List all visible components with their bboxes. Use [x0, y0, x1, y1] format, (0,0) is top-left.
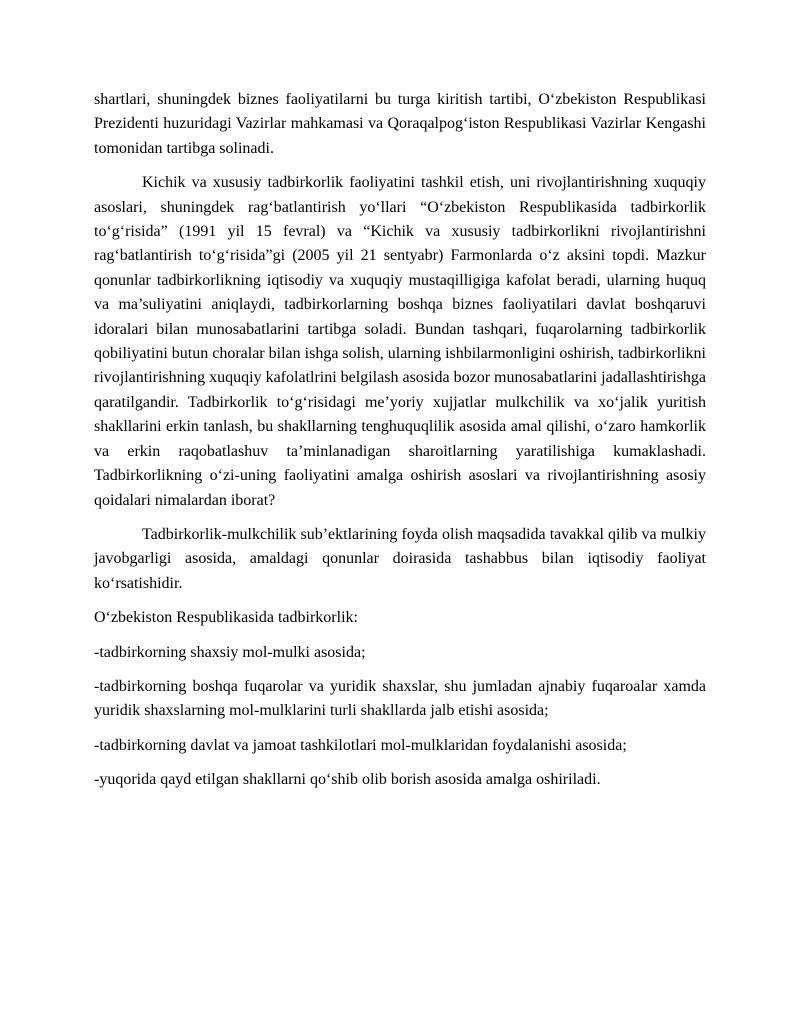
paragraph-legal-basis: Kichik va xususiy tadbirkorlik faoliyatini tashkil etish, uni rivojlantirishning xuquqiy asoslari, shuningdek rag‘batlantirish yo‘llari “O‘zbekiston Respublikasida tadbirkorlik to‘g‘risida” (1991 yil 15 fevral) va “Kichik va xususiy tadbirkorlikni rivojlantirishni rag‘batlantirish to‘g‘risida”gi (2005 yil 21 sentyabr) Farmonlarda o‘z aksini topdi. Mazkur qonunlar tadbirkorlikning iqtisodiy va xuquqiy mustaqilligiga kafolat beradi, ularning huquq va ma’suliyatini aniqlaydi, tadbirkorlarning boshqa biznes faoliyatilari davlat boshqaruvi idoralari bilan munosabatlarini tartibga soladi. Bundan tashqari, fuqarolarning tadbirkorlik qobiliyatini butun choralar bilan ishga solish, ularning ishbilarmonligini oshirish, tadbirkorlikni rivojlantirishning xuquqiy kafolatlrini belgilash asosida bozor munosabatlarini jadallashtirishga qaratilgandir. Tadbirkorlik to‘g‘risidagi me’yoriy xujjatlar mulkchilik va xo‘jalik yuritish shakllarini erkin tanlash, bu shakllarning tenghuquqlilik asosida amal qilishi, o‘zaro hamkorlik va erkin raqobatlashuv ta’minlanadigan sharoitlarning yaratilishiga kumaklashadi. Tadbirkorlikning o‘zi-uning faoliyatini amalga oshirish asoslari va rivojlantirishning asosiy qoidalari nimalardan iborat? — [94, 174, 706, 509]
paragraph-continuation: shartlari, shuningdek biznes faoliyatilarni bu turga kiritish tartibi, O‘zbekiston Respublikasi Prezidenti huzuridagi Vazirlar mahkamasi va Qoraqalpog‘iston Respublikasi Vazirlar Kengashi tomonidan tartibga solinadi. — [94, 91, 706, 157]
list-item-personal-property: -tadbirkorning shaxsiy mol-mulki asosida; — [94, 643, 366, 661]
list-item-other-persons-property: -tadbirkorning boshqa fuqarolar va yuridik shaxslar, shu jumladan ajnabiy fuqaroalar xamda yuridik shaxslarning mol-mulklarini turli shakllarda jalb etishi asosida; — [94, 677, 706, 720]
paragraph-definition: Tadbirkorlik-mulkchilik sub’ektlarining foyda olish maqsadida tavakkal qilib va mulkiy javobgarligi asosida, amaldagi qonunlar doirasida tashabbus bilan iqtisodiy faoliyat ko‘rsatishidir. — [94, 525, 706, 592]
list-item-combined-forms: -yuqorida qayd etilgan shakllarni qo‘shib olib borish asosida amalga oshiriladi. — [94, 771, 601, 789]
document-page — [94, 88, 706, 803]
list-item-state-property: -tadbirkorning davlat va jamoat tashkilotlari mol-mulklaridan foydalanishi asosida; — [94, 736, 627, 754]
paragraph-list-intro: O‘zbekiston Respublikasida tadbirkorlik: — [94, 609, 358, 627]
